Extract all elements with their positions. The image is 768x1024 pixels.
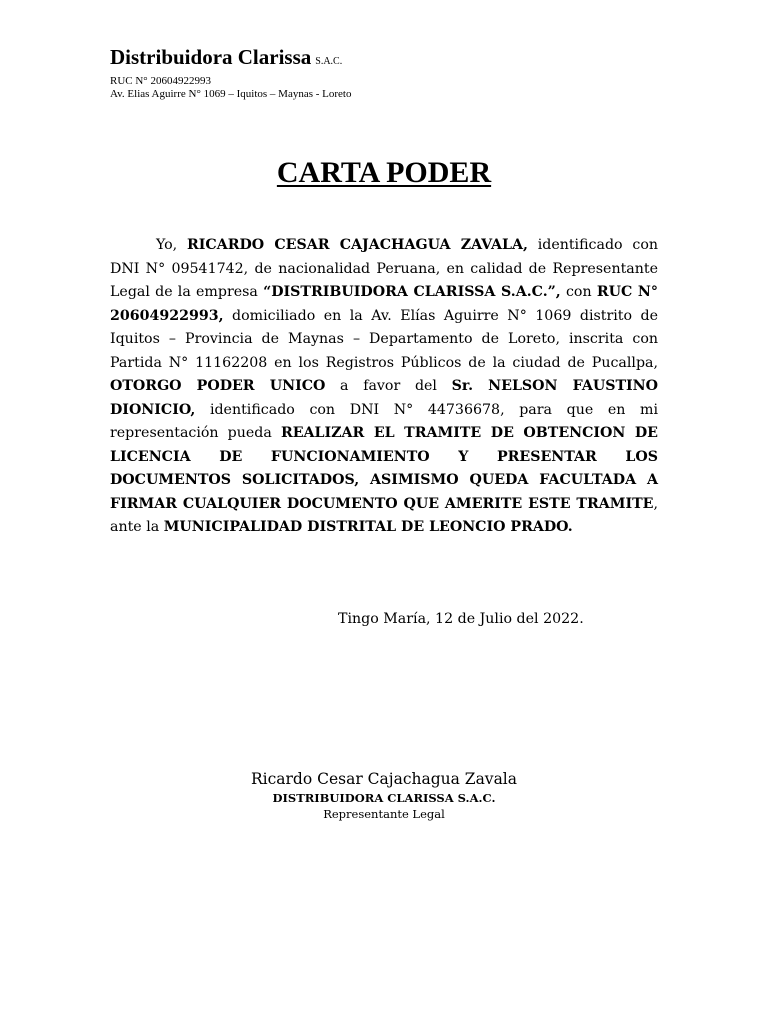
company-line	[110, 44, 670, 75]
body-segment-bold: OTORGO PODER UNICO	[110, 378, 326, 394]
body-segment: Yo,	[156, 237, 187, 253]
body-segment: con	[560, 284, 597, 300]
signer-name: Ricardo Cesar Cajachagua Zavala	[250, 770, 518, 788]
company-address: Av. Elias Aguirre N° 1069 – Iquitos – Maynas - Loreto	[110, 88, 352, 100]
document-title-text: CARTA PODER	[276, 156, 492, 189]
body-segment-bold: REALIZAR EL TRAMITE DE OBTENCION DE LICENCIA DE FUNCIONAMIENTO Y PRESENTAR LOS DOCUMENTOS SOLICITADOS, ASIMISMO QUEDA FACULTADA A FIRMAR CUALQUIER DOCUMENTO QUE AMERITE ESTE TRAMITE	[110, 425, 658, 512]
letter-body	[110, 234, 658, 540]
document-title	[0, 154, 768, 192]
body-segment-bold: Sr.	[451, 378, 474, 394]
letterhead	[110, 44, 670, 101]
body-segment-bold: RUC N° 20604922993,	[110, 284, 658, 324]
body-segment: , ante la	[110, 495, 658, 535]
company-name: Distribuidora Clarissa	[110, 45, 312, 69]
company-suffix: S.A.C.	[315, 56, 343, 67]
body-segment-bold: “DISTRIBUIDORA CLARISSA S.A.C.”,	[263, 284, 561, 300]
body-segment-bold: RICARDO CESAR CAJACHAGUA ZAVALA,	[186, 237, 528, 253]
body-segment: a favor del	[325, 378, 452, 394]
body-segment: identificado con DNI N° 09541742, de nacionalidad Peruana, en calidad de Representante Legal de la empresa	[110, 237, 659, 300]
company-ruc: RUC N° 20604922993	[110, 75, 211, 87]
signer-role: Representante Legal	[323, 807, 445, 821]
body-segment: domiciliado en la Av. Elías Aguirre N° 1069 distrito de Iquitos – Provincia de Maynas – Departamento de Loreto, inscrita con Partida N° 11162208 en los Registros Públicos de la ciudad de Pucallpa,	[110, 307, 658, 371]
body-segment: identificado con DNI N° 44736678, para que en mi representación pueda	[110, 401, 658, 441]
signer-company: DISTRIBUIDORA CLARISSA S.A.C.	[272, 791, 496, 805]
body-segment-bold: MUNICIPALIDAD DISTRITAL DE LEONCIO PRADO.	[163, 519, 573, 535]
place-date: Tingo María, 12 de Julio del 2022.	[338, 611, 584, 627]
signature-block	[0, 768, 768, 823]
body-segment-bold: NELSON FAUSTINO DIONICIO,	[110, 378, 658, 418]
